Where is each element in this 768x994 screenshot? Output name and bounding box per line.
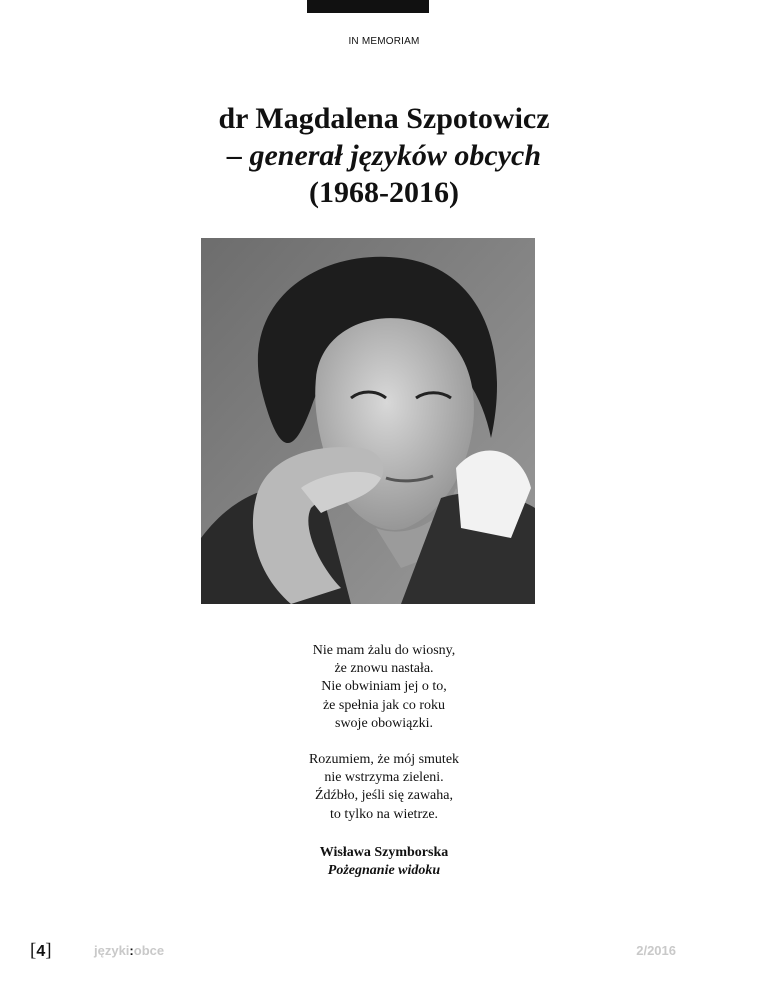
magazine-name-separator: : <box>129 943 134 958</box>
poem-line: Rozumiem, że mój smutek <box>308 752 460 768</box>
article-title <box>0 100 768 211</box>
top-color-bar <box>307 0 429 13</box>
poem-author: Wisława Szymborska <box>319 844 449 860</box>
poem-line: Nie mam żalu do wiosny, <box>312 643 456 658</box>
poem <box>0 642 768 880</box>
page-bracket-open: [ <box>30 940 37 961</box>
poem-line: że znowu nastała. <box>334 661 434 677</box>
title-name: dr Magdalena Szpotowicz <box>218 102 550 135</box>
poem-stanza-2 <box>0 751 768 824</box>
title-subtitle: – generał języków obcych <box>226 139 542 172</box>
issue-number: 2/2016 <box>636 943 676 958</box>
title-dates: (1968-2016) <box>309 176 459 209</box>
portrait-photo <box>201 238 535 604</box>
poem-line: nie wstrzyma zieleni. <box>324 770 444 786</box>
poem-line: Nie obwiniam jej o to, <box>321 679 447 695</box>
poem-stanza-1 <box>0 642 768 733</box>
page-bracket-close: ] <box>45 940 52 961</box>
poem-line: to tylko na wietrze. <box>329 806 439 822</box>
poem-line: Źdźbło, jeśli się zawaha, <box>314 788 453 804</box>
poem-work-title: Pożegnanie widoku <box>327 863 441 879</box>
page-number <box>30 940 52 962</box>
page-number-value: 4 <box>36 943 46 960</box>
poem-line: swoje obowiązki. <box>335 715 433 731</box>
magazine-name-part1: języki <box>94 943 130 958</box>
magazine-name <box>94 943 164 958</box>
poem-line: że spełnia jak co roku <box>322 697 446 713</box>
magazine-name-part2: obce <box>133 943 165 958</box>
portrait-illustration <box>201 238 535 604</box>
section-label: IN MEMORIAM <box>348 36 420 47</box>
